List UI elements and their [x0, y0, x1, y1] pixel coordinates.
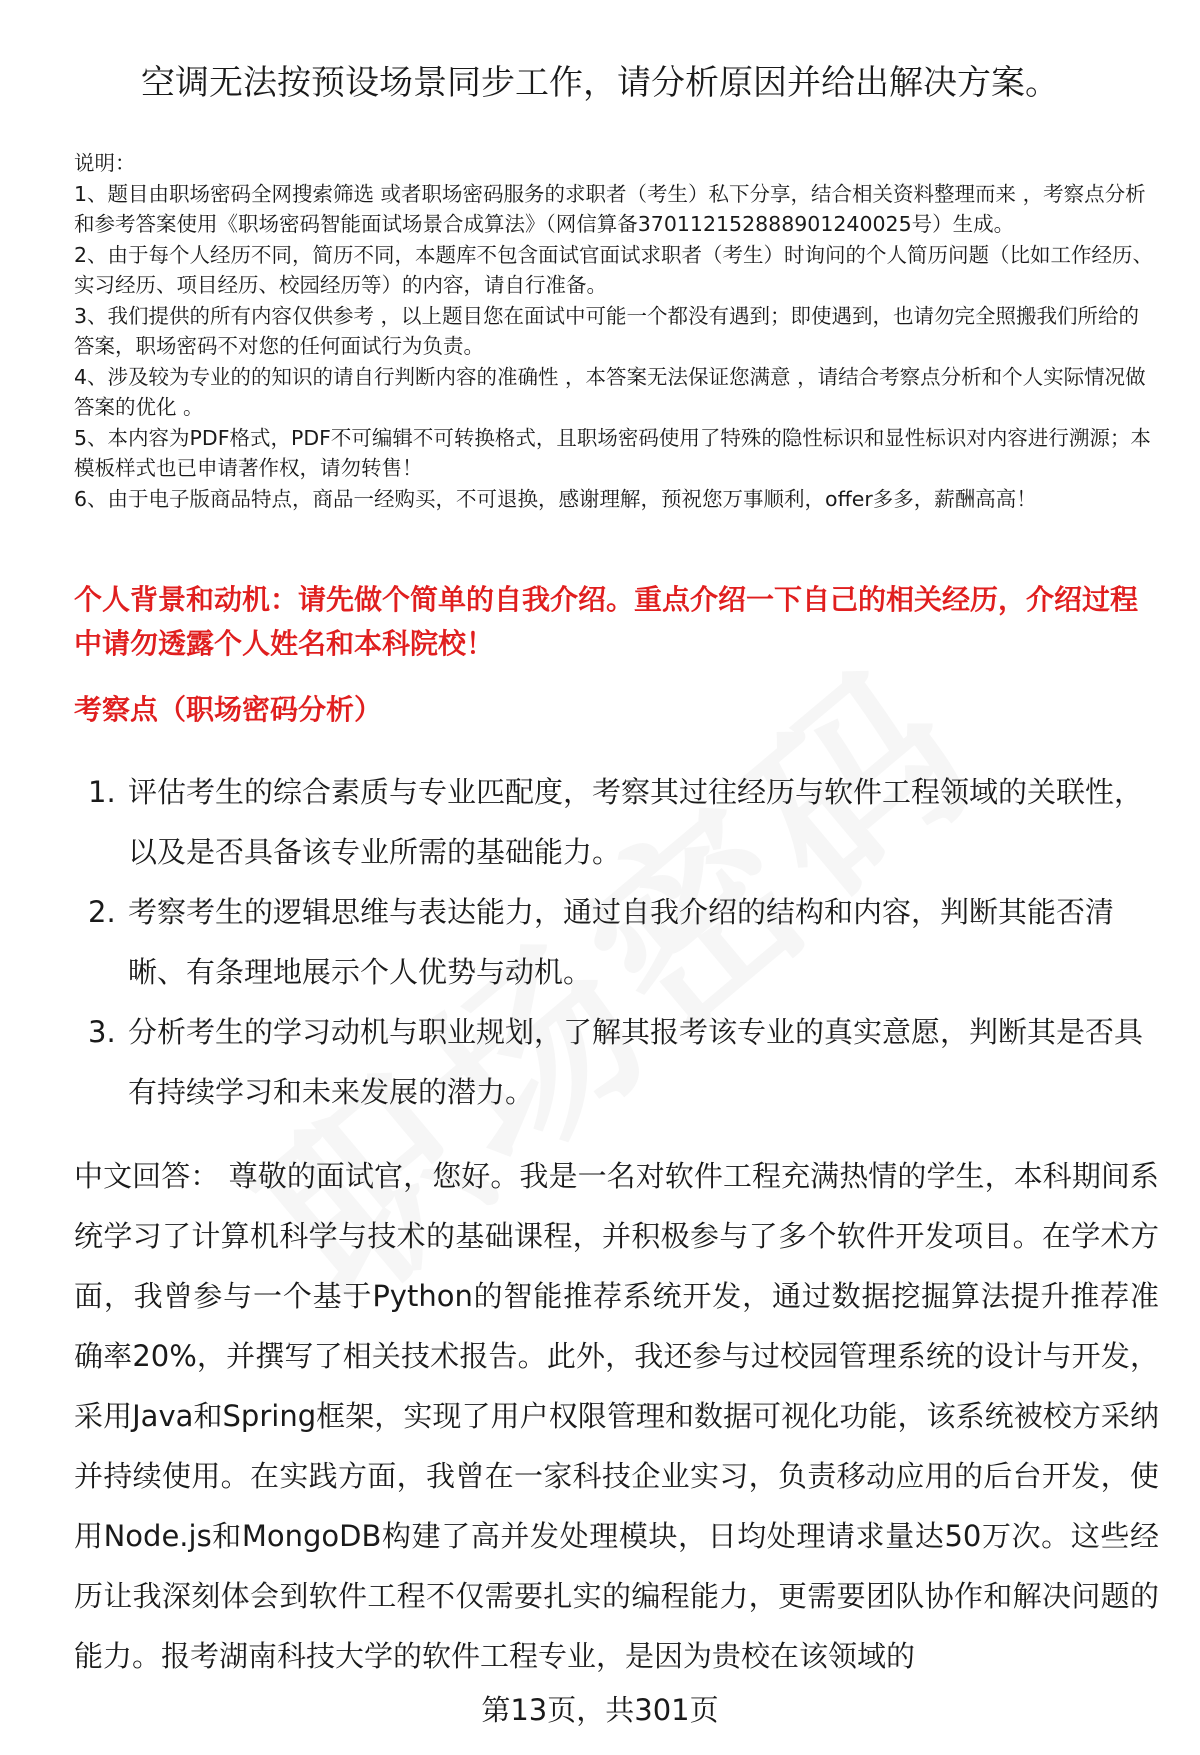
list-item-text: 分析考生的学习动机与职业规划，了解其报考该专业的真实意愿，判断其是否具有持续学习和未来发展的潜力。: [128, 1015, 1144, 1109]
page-number: 第13页，共301页: [481, 1693, 719, 1727]
note-item: 3、我们提供的所有内容仅供参考 ，以上题目您在面试中可能一个都没有遇到；即使遇到，也请勿完全照搬我们所给的答案，职场密码不对您的任何面试行为负责。: [74, 303, 1140, 358]
page-title: 空调无法按预设场景同步工作，请分析原因并给出解决方案。: [141, 63, 1059, 103]
list-item-number: 3.: [88, 1015, 116, 1049]
note-item: 6、由于电子版商品特点，商品一经购买，不可退换，感谢理解，预祝您万事顺利，offer多多，薪酬高高！: [74, 486, 1037, 511]
note-item: 4、涉及较为专业的的知识的请自行判断内容的准确性 ，本答案无法保证您满意 ，请结合考察点分析和个人实际情况做答案的优化 。: [74, 364, 1146, 419]
note-item: 5、本内容为PDF格式，PDF不可编辑不可转换格式，且职场密码使用了特殊的隐性标识和显性标识对内容进行溯源；本模板样式也已申请著作权，请勿转售！: [74, 425, 1151, 480]
list-item: [74, 882, 1154, 1002]
assessment-points-list: [74, 762, 1154, 1122]
note-item: 1、题目由职场密码全网搜索筛选 或者职场密码服务的求职者（考生）私下分享，结合相关资料整理而来 ，考察点分析和参考答案使用《职场密码智能面试场景合成算法》（网信算备370112152888901240025号）生成。: [74, 181, 1146, 236]
list-item-number: 2.: [88, 895, 116, 929]
points-heading: 考察点（职场密码分析）: [74, 693, 383, 726]
notes-section: [74, 148, 1154, 514]
answer-text: 中文回答： 尊敬的面试官，您好。我是一名对软件工程充满热情的学生，本科期间系统学习了计算机科学与技术的基础课程，并积极参与了多个软件开发项目。在学术方面，我曾参与一个基于Python的智能推荐系统开发，通过数据挖掘算法提升推荐准确率20%，并撰写了相关技术报告。此外，我还参与过校园管理系统的设计与开发，采用Java和Spring框架，实现了用户权限管理和数据可视化功能，该系统被校方采纳并持续使用。在实践方面，我曾在一家科技企业实习，负责移动应用的后台开发，使用Node.js和MongoDB构建了高并发处理模块，日均处理请求量达50万次。这些经历让我深刻体会到软件工程不仅需要扎实的编程能力，更需要团队协作和解决问题的能力。报考湖南科技大学的软件工程专业，是因为贵校在该领域的: [74, 1159, 1159, 1673]
list-item-text: 考察考生的逻辑思维与表达能力，通过自我介绍的结构和内容，判断其能否清晰、有条理地展示个人优势与动机。: [128, 895, 1115, 989]
list-item-text: 评估考生的综合素质与专业匹配度，考察其过往经历与软件工程领域的关联性，以及是否具备该专业所需的基础能力。: [128, 775, 1144, 869]
list-item-number: 1.: [88, 775, 116, 809]
note-item: 2、由于每个人经历不同，简历不同，本题库不包含面试官面试求职者（考生）时询问的个人简历问题（比如工作经历、实习经历、项目经历、校园经历等）的内容，请自行准备。: [74, 242, 1154, 297]
list-item: [74, 762, 1154, 882]
notes-heading: 说明：: [74, 151, 136, 175]
question-heading: 个人背景和动机：请先做个简单的自我介绍。重点介绍一下自己的相关经历，介绍过程中请勿透露个人姓名和本科院校！: [74, 583, 1139, 660]
list-item: [74, 1002, 1154, 1122]
